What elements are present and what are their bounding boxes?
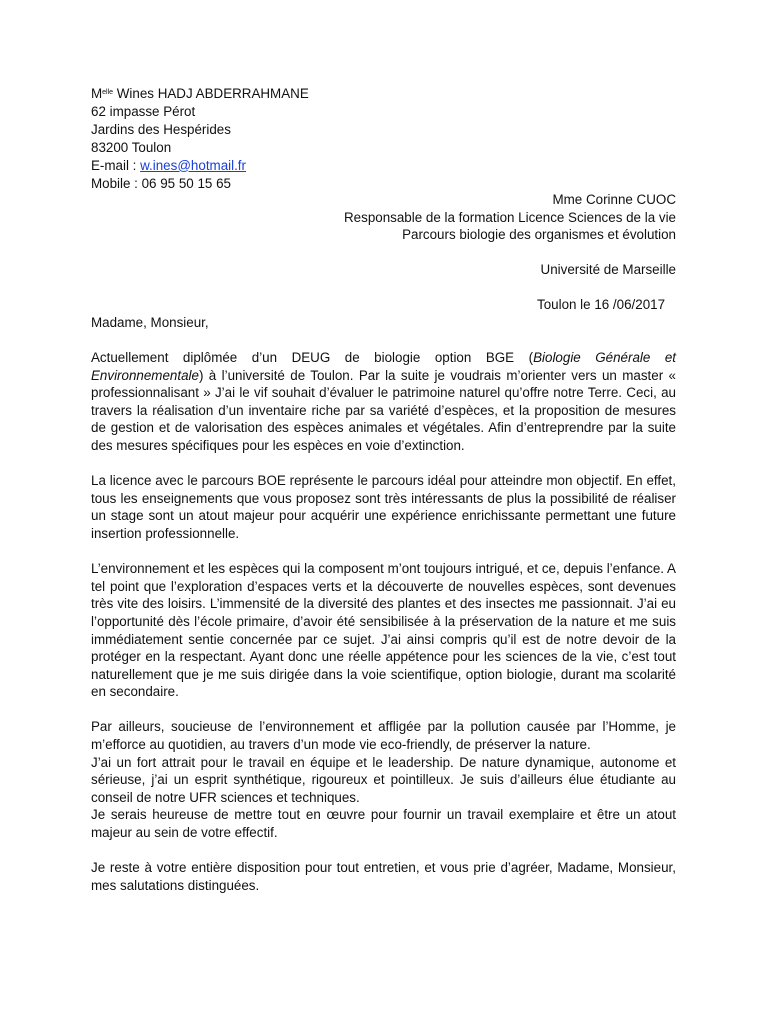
paragraph-4: Par ailleurs, soucieuse de l’environnement et affligée par la pollution causée par l’Homme, je m’efforce au quotidien, au travers d’un mode vie eco-friendly, de préserver la nature. <box>91 719 676 753</box>
sender-email-link[interactable]: w.ines@hotmail.fr <box>140 157 246 173</box>
paragraph-2: La licence avec le parcours BOE représente le parcours idéal pour atteindre mon objectif. En effet, tous les enseignements que vous proposez sont très intéressants de plus la possibilité de réaliser un stage sont un atout majeur pour acquérir une expérience enrichissante permettant une future insertion professionnelle. <box>91 473 676 541</box>
paragraph-1-end: ) à l’université de Toulon. Par la suite je voudrais m’orienter vers un master « professionnalisant » J’ai le vif souhait d’évaluer le patrimoine naturel qu’offre notre Terre. Ceci, au travers la réalisation d’un inventaire riche par sa variété d’espèces, et la proposition de mesures de gestion et de valorisation des espèces animales et végétales. Afin d’entreprendre par la suite des mesures spécifiques pour les espèces en voie d’extinction. <box>91 367 676 453</box>
recipient-spacer <box>344 244 676 262</box>
recipient-university: Université de Marseille <box>540 262 676 278</box>
greeting: Madame, Monsieur, <box>91 315 209 330</box>
sender-block <box>91 85 309 192</box>
sender-mobile: Mobile : 06 95 50 15 65 <box>91 175 231 191</box>
recipient-program: Parcours biologie des organismes et évolution <box>402 227 676 243</box>
sender-title-superscript: elle <box>102 89 114 96</box>
letter-date: Toulon le 16 /06/2017 <box>537 297 666 312</box>
paragraph-3: L’environnement et les espèces qui la composent m’ont toujours intrigué, et ce, depuis l’enfance. A tel point que l’exploration d’espaces verts et la découverte de nouvelles espèces, sont devenues très vite des loisirs. L’immensité de la diversité des plantes et des insectes me passionnait. J’ai eu l’opportunité dès l’école primaire, d’avoir été sensibilisée à la préservation de la nature et me suis immédiatement sentie concernée par ce sujet. J’ai ainsi compris qu’il est de notre devoir de la protéger en la respectant. Ayant donc une réelle appétence pour les sciences de la vie, c’est tout naturellement que je me suis dirigée dans la voie scientifique, option biologie, durant ma scolarité en secondaire. <box>91 561 676 700</box>
sender-area: Jardins des Hespérides <box>91 121 231 137</box>
sender-street: 62 impasse Pérot <box>91 103 196 119</box>
paragraph-7: Je reste à votre entière disposition pour tout entretien, et vous prie d’agréer, Madame, Monsieur, mes salutations distinguées. <box>91 860 676 893</box>
sender-name-line <box>91 85 309 103</box>
letter-body <box>91 349 676 894</box>
sender-email-label: E-mail : <box>91 157 141 173</box>
sender-title: M <box>91 86 103 101</box>
paragraph-1-italic: Biologie Générale et Environnementale <box>91 350 677 383</box>
recipient-name: Mme Corinne CUOC <box>552 192 676 207</box>
sender-name: Wines HADJ ABDERRAHMANE <box>113 86 309 101</box>
paragraph-5: J’ai un fort attrait pour le travail en équipe et le leadership. De nature dynamique, autonome et sérieuse, j’ai un esprit synthétique, rigoureux et pointilleux. Je suis d’ailleurs élue étudiante au conseil de notre UFR sciences et techniques. <box>91 754 676 805</box>
paragraph-1 <box>91 349 676 455</box>
sender-email-line <box>91 157 309 175</box>
sender-city: 83200 Toulon <box>91 139 172 155</box>
recipient-block <box>344 191 676 279</box>
recipient-role: Responsable de la formation Licence Sciences de la vie <box>344 209 676 225</box>
paragraph-1-start: Actuellement diplômée d’un DEUG de biologie option BGE ( <box>91 350 534 365</box>
paragraph-6: Je serais heureuse de mettre tout en œuvre pour fournir un travail exemplaire et être un atout majeur au sein de votre effectif. <box>91 807 676 841</box>
